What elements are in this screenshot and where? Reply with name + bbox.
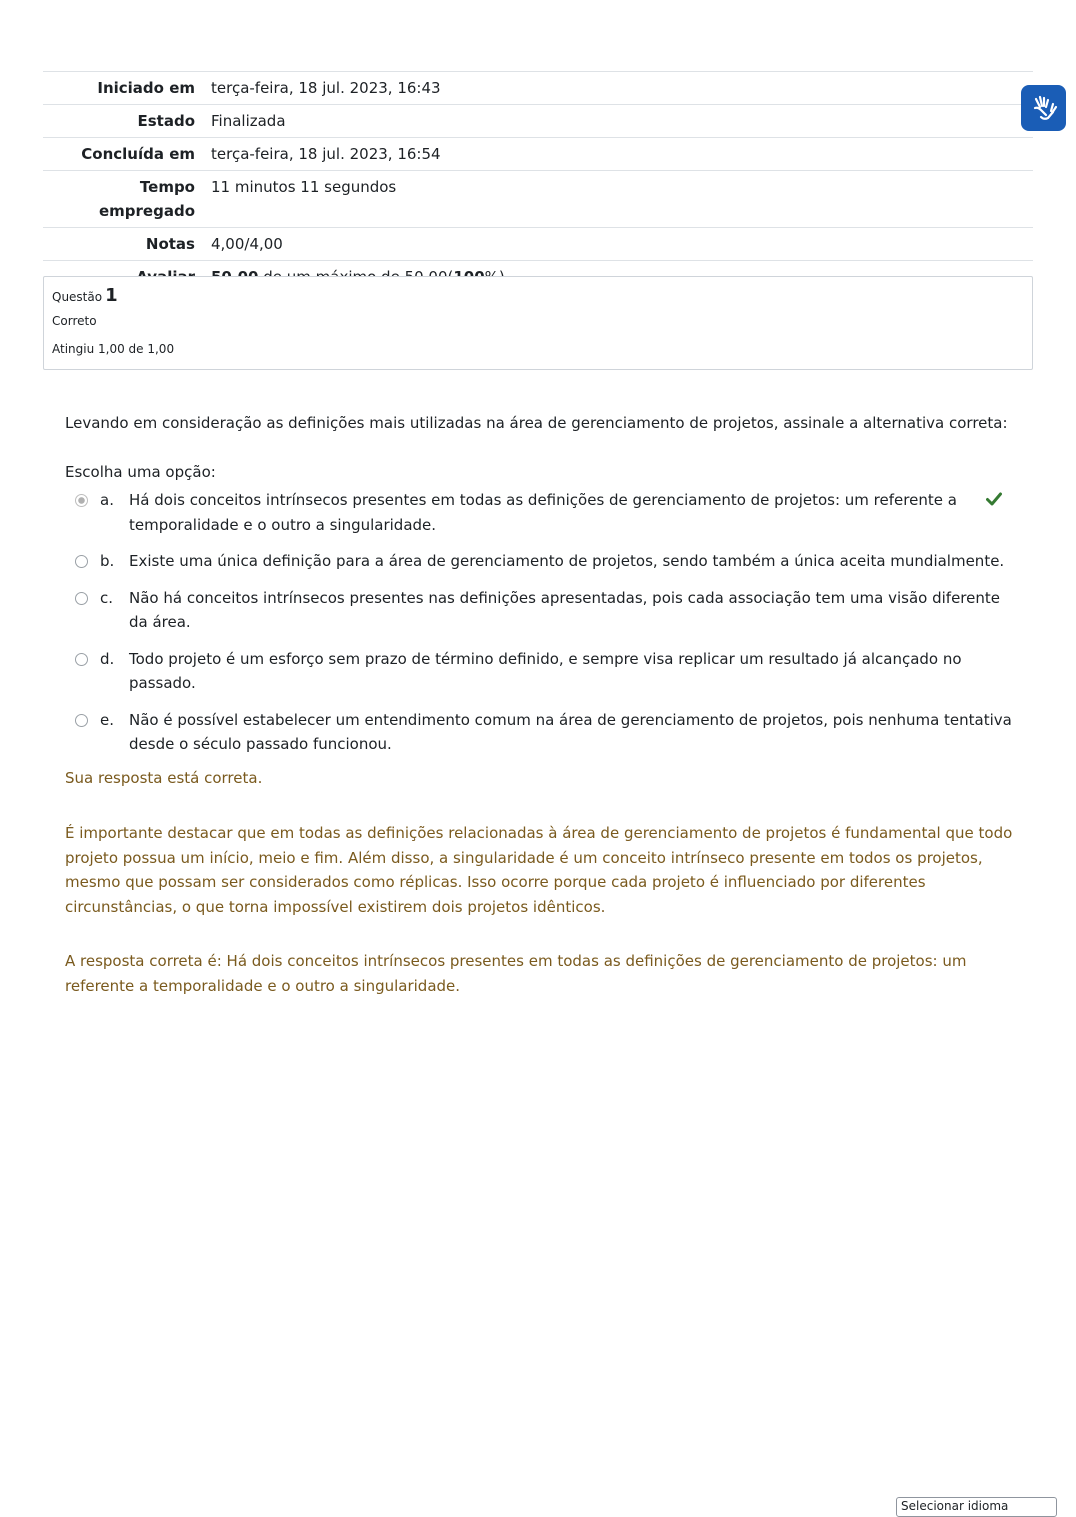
accessibility-button[interactable] (1021, 85, 1066, 131)
summary-row-completed (43, 138, 1033, 171)
summary-label: Tempo empregado (43, 171, 211, 228)
option-letter: b. (100, 552, 115, 570)
option-radio[interactable] (75, 653, 88, 666)
feedback-status: Sua resposta está correta. (65, 769, 263, 787)
option-text: Existe uma única definição para a área de gerenciamento de projetos, sendo também a única aceita mundialmente. (129, 552, 1005, 570)
question-state: Correto (52, 314, 97, 328)
option-radio[interactable] (75, 592, 88, 605)
summary-value: terça-feira, 18 jul. 2023, 16:54 (211, 138, 1033, 171)
option-text: Todo projeto é um esforço sem prazo de término definido, e sempre visa replicar um resultado já alcançado no passado. (129, 649, 962, 692)
summary-label: Estado (43, 105, 211, 138)
question-label: Questão (52, 290, 103, 304)
answer-options (72, 488, 1012, 769)
option-text: Há dois conceitos intrínsecos presentes em todas as definições de gerenciamento de projetos: um referente a temporalidade e o outro a singularidade. (129, 491, 957, 534)
option-text: Não é possível estabelecer um entendimento comum na área de gerenciamento de projetos, pois nenhuma tentativa desde o século passado funcionou. (129, 710, 1012, 753)
summary-value: 4,00/4,00 (211, 228, 1033, 261)
answer-option-d[interactable] (72, 647, 1012, 696)
answer-option-c[interactable] (72, 586, 1012, 635)
option-letter: e. (100, 710, 114, 729)
summary-value: terça-feira, 18 jul. 2023, 16:43 (211, 72, 1033, 105)
answer-option-a[interactable] (72, 488, 1012, 537)
summary-row-time-taken (43, 171, 1033, 228)
language-select[interactable]: Selecionar idioma (896, 1497, 1057, 1517)
question-mark: Atingiu 1,00 de 1,00 (52, 342, 175, 356)
answer-option-e[interactable] (72, 708, 1012, 757)
option-radio[interactable] (75, 555, 88, 568)
option-text: Não há conceitos intrínsecos presentes nas definições apresentadas, pois cada associação tem uma visão diferente da área. (129, 588, 1000, 631)
question-number (52, 285, 118, 306)
hand-sign-language-icon (1029, 93, 1059, 123)
feedback-right-answer: A resposta correta é: Há dois conceitos intrínsecos presentes em todas as definições de gerenciamento de projetos: um referente a temporalidade e o outro a singularidade. (65, 952, 967, 995)
check-icon (986, 492, 1002, 506)
option-letter: a. (100, 491, 114, 509)
option-radio[interactable] (75, 714, 88, 727)
feedback-explanation: É importante destacar que em todas as definições relacionadas à área de gerenciamento de projetos é fundamental que todo projeto possua um início, meio e fim. Além disso, a singularidade é um conceito intrínseco presente em todos os projetos, mesmo que possam ser considerados como réplicas. Isso ocorre porque cada projeto é influenciado por diferentes circunstâncias, o que torna impossível existirem dois projetos idênticos. (65, 824, 1013, 916)
attempt-summary-table (43, 71, 1033, 293)
question-number-value: 1 (105, 285, 118, 306)
answer-option-b[interactable] (72, 549, 1012, 574)
summary-label: Concluída em (43, 138, 211, 171)
question-text: Levando em consideração as definições mais utilizadas na área de gerenciamento de projetos, assinale a alternativa correta: (65, 414, 1008, 432)
answer-prompt: Escolha uma opção: (65, 463, 216, 481)
summary-row-marks (43, 228, 1033, 261)
summary-label: Notas (43, 228, 211, 261)
summary-row-started (43, 72, 1033, 105)
summary-value: Finalizada (211, 105, 1033, 138)
summary-row-state (43, 105, 1033, 138)
summary-label: Iniciado em (43, 72, 211, 105)
option-letter: d. (100, 649, 115, 668)
option-letter: c. (100, 588, 114, 607)
summary-value: 11 minutos 11 segundos (211, 171, 1033, 228)
question-info-box (43, 276, 1033, 370)
option-radio[interactable] (75, 494, 88, 507)
